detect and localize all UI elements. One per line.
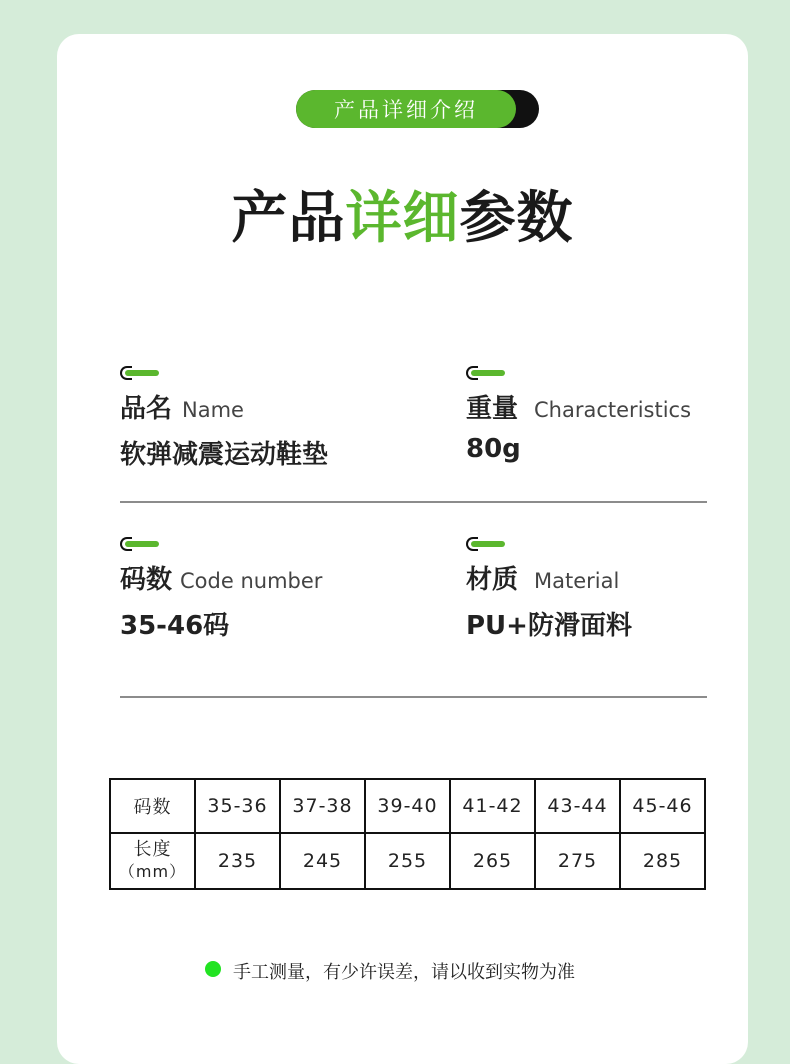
table-cell: 285	[620, 833, 705, 889]
spec-value: 80g	[466, 434, 521, 464]
table-cell: 37-38	[280, 779, 365, 833]
spec-value: PU+防滑面料	[466, 611, 632, 641]
table-row	[110, 779, 705, 833]
tag-icon	[466, 366, 506, 380]
title-part3: 参数	[459, 186, 574, 251]
tag-icon	[466, 537, 506, 551]
table-cell: 255	[365, 833, 450, 889]
table-cell: 45-46	[620, 779, 705, 833]
spec-label-en: Name	[182, 398, 244, 422]
divider	[120, 696, 707, 698]
section-pill	[296, 90, 539, 128]
table-cell: 275	[535, 833, 620, 889]
table-cell: 265	[450, 833, 535, 889]
length-unit: （mm）	[118, 862, 187, 881]
spec-label-en: Characteristics	[534, 398, 692, 422]
table-cell: 235	[195, 833, 280, 889]
bullet-dot-icon	[205, 961, 221, 977]
tag-icon	[120, 366, 160, 380]
spec-label-en: Code number	[180, 569, 323, 593]
page-title	[57, 174, 748, 254]
table-cell: 35-36	[195, 779, 280, 833]
detail-card	[57, 34, 748, 1064]
spec-label	[120, 388, 244, 425]
table-cell: 245	[280, 833, 365, 889]
divider	[120, 501, 707, 503]
spec-value: 35-46码	[120, 611, 230, 641]
spec-label	[466, 559, 619, 596]
table-row	[110, 833, 705, 889]
table-row-label: 码数	[110, 779, 195, 833]
title-part1: 产品	[231, 186, 346, 251]
pill-label: 产品详细介绍	[296, 90, 516, 128]
size-table	[109, 778, 706, 890]
length-label: 长度	[133, 839, 172, 860]
spec-label-en: Material	[534, 569, 620, 593]
measurement-note: 手工测量，有少许误差，请以收到实物为准	[233, 962, 575, 983]
spec-label-cn: 重量	[466, 394, 519, 424]
spec-label	[120, 559, 322, 596]
table-cell: 41-42	[450, 779, 535, 833]
spec-label-cn: 品名	[120, 394, 173, 424]
table-row-label	[110, 833, 195, 889]
spec-label-cn: 材质	[466, 565, 519, 595]
table-cell: 43-44	[535, 779, 620, 833]
spec-value: 软弹减震运动鞋垫	[120, 440, 329, 470]
table-cell: 39-40	[365, 779, 450, 833]
spec-label-cn: 码数	[120, 565, 173, 595]
tag-icon	[120, 537, 160, 551]
title-part2: 详细	[345, 186, 460, 251]
spec-label	[466, 388, 691, 425]
